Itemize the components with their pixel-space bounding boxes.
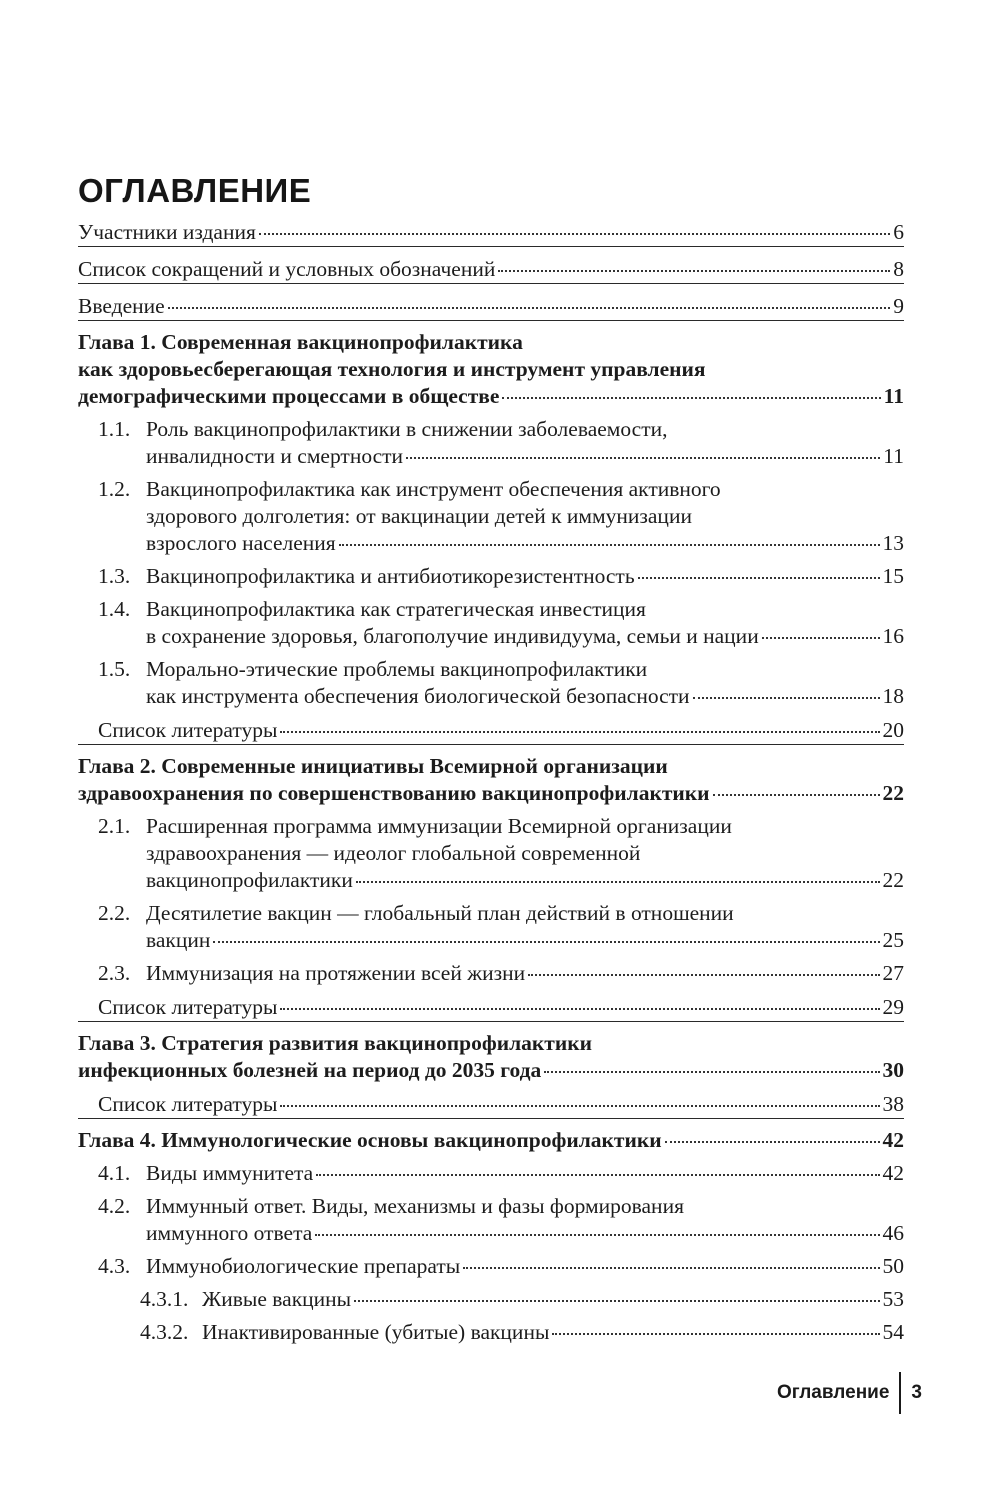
toc-page-number: 29 bbox=[882, 995, 904, 1019]
toc-entry[interactable] bbox=[78, 283, 904, 320]
toc-page-number: 25 bbox=[882, 928, 904, 952]
dot-leader bbox=[528, 974, 879, 976]
page-footer bbox=[777, 1372, 922, 1414]
toc-entry-number: 2.1. bbox=[98, 814, 131, 838]
toc-entry[interactable] bbox=[78, 410, 904, 470]
toc-page-number: 38 bbox=[882, 1092, 904, 1116]
toc-entry-title-line: как инструмента обеспечения биологической безопасности bbox=[146, 684, 690, 708]
toc-entry-title-line: Иммунизация на протяжении всей жизни bbox=[146, 961, 526, 985]
toc-entry-title-line: Список литературы bbox=[98, 718, 278, 742]
toc-entry-title-line: Морально-этические проблемы вакцинопрофилактики bbox=[146, 657, 648, 681]
toc-entry-title-line: здорового долголетия: от вакцинации детей к иммунизации bbox=[146, 504, 692, 528]
toc-entry-title-line: Глава 4. Иммунологические основы вакцинопрофилактики bbox=[78, 1128, 662, 1152]
toc-entry-title-line: Глава 2. Современные инициативы Всемирной организации bbox=[78, 754, 668, 778]
toc-entry[interactable] bbox=[78, 1247, 904, 1280]
toc-entry[interactable] bbox=[78, 246, 904, 283]
toc-entry-title-line: Вакцинопрофилактика как стратегическая инвестиция bbox=[146, 597, 646, 621]
dot-leader bbox=[316, 1174, 879, 1176]
toc-page-number: 50 bbox=[882, 1254, 904, 1278]
toc-entry-title-line: Глава 3. Стратегия развития вакцинопрофилактики bbox=[78, 1031, 593, 1055]
toc-entry[interactable] bbox=[78, 744, 904, 807]
toc-entry-title-line: Роль вакцинопрофилактики в снижении заболеваемости, bbox=[146, 417, 668, 441]
toc-page-number: 11 bbox=[883, 444, 904, 468]
toc-entry-number: 1.1. bbox=[98, 417, 131, 441]
dot-leader bbox=[638, 577, 880, 579]
dot-leader bbox=[552, 1333, 879, 1335]
toc-page-number: 13 bbox=[882, 531, 904, 555]
toc-entry-number: 2.2. bbox=[98, 901, 131, 925]
toc-entry[interactable] bbox=[78, 1154, 904, 1187]
toc-page-number: 22 bbox=[882, 868, 904, 892]
toc-entry-title-line: Глава 1. Современная вакцинопрофилактика bbox=[78, 330, 523, 354]
dot-leader bbox=[713, 794, 880, 796]
toc-entry-number: 4.3.2. bbox=[140, 1320, 189, 1344]
toc-entry-title-line: взрослого населения bbox=[146, 531, 336, 555]
toc-entry-title-line: Десятилетие вакцин — глобальный план действий в отношении bbox=[146, 901, 734, 925]
toc-entry[interactable] bbox=[78, 320, 904, 410]
toc-entry-title-line: инфекционных болезней на период до 2035 года bbox=[78, 1058, 542, 1082]
toc-entry-title-line: Иммунный ответ. Виды, механизмы и фазы формирования bbox=[146, 1194, 684, 1218]
toc-entry-number: 4.2. bbox=[98, 1194, 131, 1218]
toc-entry[interactable] bbox=[78, 807, 904, 894]
toc-entry-title-line: здравоохранения по совершенствованию вакцинопрофилактики bbox=[78, 781, 710, 805]
dot-leader bbox=[213, 941, 879, 943]
toc-entry-title-line: как здоровьесберегающая технология и инструмент управления bbox=[78, 357, 706, 381]
toc-page-number: 42 bbox=[882, 1161, 904, 1185]
toc-entry-title-line: Инактивированные (убитые) вакцины bbox=[202, 1320, 550, 1344]
toc-entry[interactable] bbox=[78, 1021, 904, 1084]
toc-entry[interactable] bbox=[78, 1084, 904, 1118]
toc-entry-number: 2.3. bbox=[98, 961, 131, 985]
toc-entry[interactable] bbox=[78, 1313, 904, 1346]
page-title: ОГЛАВЛЕНИЕ bbox=[78, 172, 312, 209]
dot-leader bbox=[762, 637, 880, 639]
dot-leader bbox=[280, 1105, 879, 1107]
toc-entry[interactable] bbox=[78, 710, 904, 744]
toc-entry-number: 1.5. bbox=[98, 657, 131, 681]
toc-entry-title-line: Вакцинопрофилактика как инструмент обеспечения активного bbox=[146, 477, 721, 501]
dot-leader bbox=[280, 731, 879, 733]
toc-entry[interactable] bbox=[78, 987, 904, 1021]
dot-leader bbox=[168, 307, 891, 309]
toc-entry-title-line: в сохранение здоровья, благополучие индивидуума, семьи и нации bbox=[146, 624, 759, 648]
toc-entry-title-line: инвалидности и смертности bbox=[146, 444, 404, 468]
dot-leader bbox=[693, 697, 880, 699]
toc-entry[interactable] bbox=[78, 894, 904, 954]
toc-page-number: 30 bbox=[882, 1058, 904, 1082]
toc-page-number: 11 bbox=[883, 384, 904, 408]
toc-entry[interactable] bbox=[78, 1280, 904, 1313]
dot-leader bbox=[259, 233, 890, 235]
toc-entry-title-line: Участники издания bbox=[78, 220, 256, 244]
toc-page-number: 18 bbox=[882, 684, 904, 708]
toc-entry[interactable] bbox=[78, 650, 904, 710]
toc-page-number: 15 bbox=[882, 564, 904, 588]
toc-entry[interactable] bbox=[78, 590, 904, 650]
toc-entry-title-line: Иммунобиологические препараты bbox=[146, 1254, 461, 1278]
dot-leader bbox=[280, 1008, 879, 1010]
toc-entry[interactable] bbox=[78, 557, 904, 590]
toc-entry-title-line: вакцинопрофилактики bbox=[146, 868, 353, 892]
toc-entry[interactable] bbox=[78, 219, 904, 246]
toc-entry-number: 1.2. bbox=[98, 477, 131, 501]
toc-page-number: 8 bbox=[893, 257, 904, 281]
toc-entry-number: 4.1. bbox=[98, 1161, 131, 1185]
footer-divider bbox=[899, 1372, 901, 1414]
table-of-contents bbox=[78, 219, 904, 1346]
toc-entry-title-line: Виды иммунитета bbox=[146, 1161, 314, 1185]
toc-entry[interactable] bbox=[78, 1187, 904, 1247]
toc-entry-number: 4.3.1. bbox=[140, 1287, 189, 1311]
toc-entry-title-line: Список литературы bbox=[98, 995, 278, 1019]
toc-entry[interactable] bbox=[78, 470, 904, 557]
toc-entry-title-line: здравоохранения — идеолог глобальной современной bbox=[146, 841, 641, 865]
toc-page-number: 42 bbox=[882, 1128, 904, 1152]
dot-leader bbox=[544, 1071, 879, 1073]
toc-entry-title-line: Расширенная программа иммунизации Всемирной организации bbox=[146, 814, 732, 838]
toc-page-number: 27 bbox=[882, 961, 904, 985]
toc-page-number: 46 bbox=[882, 1221, 904, 1245]
dot-leader bbox=[315, 1234, 879, 1236]
toc-page-number: 22 bbox=[882, 781, 904, 805]
toc-page-number: 54 bbox=[882, 1320, 904, 1344]
toc-entry-title-line: вакцин bbox=[146, 928, 211, 952]
toc-page-number: 20 bbox=[882, 718, 904, 742]
toc-entry[interactable] bbox=[78, 1118, 904, 1154]
running-footer-section: Оглавление bbox=[777, 1382, 890, 1403]
dot-leader bbox=[339, 544, 880, 546]
dot-leader bbox=[665, 1141, 880, 1143]
toc-entry-number: 1.3. bbox=[98, 564, 131, 588]
dot-leader bbox=[463, 1267, 879, 1269]
toc-entry[interactable] bbox=[78, 954, 904, 987]
toc-entry-title-line: демографическими процессами в обществе bbox=[78, 384, 500, 408]
toc-page-number: 9 bbox=[893, 294, 904, 318]
toc-entry-number: 4.3. bbox=[98, 1254, 131, 1278]
toc-entry-number: 1.4. bbox=[98, 597, 131, 621]
toc-entry-title-line: Вакцинопрофилактика и антибиотикорезистентность bbox=[146, 564, 635, 588]
dot-leader bbox=[502, 397, 880, 399]
toc-page-number: 6 bbox=[893, 220, 904, 244]
dot-leader bbox=[406, 457, 880, 459]
toc-entry-title-line: иммунного ответа bbox=[146, 1221, 313, 1245]
toc-entry-title-line: Введение bbox=[78, 294, 165, 318]
page-number: 3 bbox=[911, 1382, 922, 1403]
toc-page-number: 16 bbox=[882, 624, 904, 648]
toc-page-number: 53 bbox=[882, 1287, 904, 1311]
dot-leader bbox=[498, 270, 890, 272]
dot-leader bbox=[354, 1300, 879, 1302]
dot-leader bbox=[356, 881, 880, 883]
toc-entry-title-line: Список сокращений и условных обозначений bbox=[78, 257, 496, 281]
toc-entry-title-line: Живые вакцины bbox=[202, 1287, 352, 1311]
toc-entry-title-line: Список литературы bbox=[98, 1092, 278, 1116]
